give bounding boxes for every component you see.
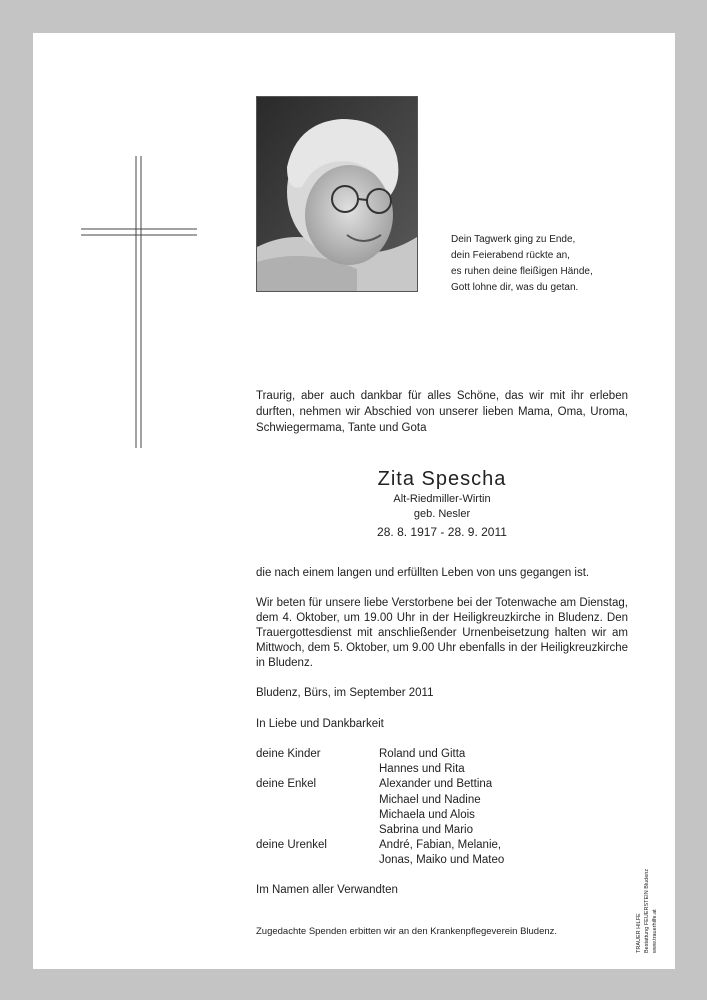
service-text: Wir beten für unsere liebe Verstorbene bei der Totenwache am Dienstag, dem 4. Oktober, um 19.00 Uhr in der Heiligkreuzkirche in Bludenz. Den Trauergottesdienst mit anschließender Urnenbeisetzung halten wir am Mittwoch, dem 5. Oktober, um 9.00 Uhr ebenfalls in der Heiligkreuzkirche in Bludenz. (256, 597, 628, 669)
deceased-dates: 28. 8. 1917 - 28. 9. 2011 (377, 525, 507, 539)
family-relation: deine Urenkel (256, 839, 327, 852)
family-name: Alexander und Bettina (379, 778, 493, 791)
poem-line: Dein Tagwerk ging zu Ende, (451, 234, 576, 245)
poem-line: Gott lohne dir, was du getan. (451, 282, 579, 293)
deceased-name: Zita Spescha (377, 468, 507, 490)
deceased-born-name: geb. Nesler (413, 508, 471, 520)
deceased-title: Alt-Riedmiller-Wirtin (393, 493, 491, 505)
family-row (256, 747, 628, 777)
family-relation: deine Enkel (256, 778, 317, 791)
passed-text: die nach einem langen und erfüllten Leben von uns gegangen ist. (256, 567, 590, 579)
deceased-block (256, 466, 628, 541)
poem-line: dein Feierabend rückte an, (451, 250, 570, 261)
poem (451, 232, 593, 296)
family-row (256, 777, 628, 838)
family-name: Hannes und Rita (379, 763, 465, 776)
donations-text: Zugedachte Spenden erbitten wir an den Krankenpflegeverein Bludenz. (256, 926, 558, 937)
family-name: Michaela und Alois (379, 808, 475, 821)
logo-line-3: www.trauerhilfe.at (652, 909, 658, 953)
portrait-photo (256, 96, 418, 292)
logo-line-1: TRAUER HILFE (636, 913, 642, 953)
family-name: Jonas, Maiko und Mateo (379, 854, 505, 867)
relatives-text: Im Namen aller Verwandten (256, 884, 398, 896)
obituary-page (33, 33, 675, 969)
family-name: André, Fabian, Melanie, (379, 839, 502, 852)
family-list (256, 747, 628, 869)
family-name: Sabrina und Mario (379, 824, 473, 837)
poem-line: es ruhen deine fleißigen Hände, (451, 266, 593, 277)
place-date: Bludenz, Bürs, im September 2011 (256, 687, 434, 699)
family-relation: deine Kinder (256, 748, 321, 760)
logo-line-2: Bestattung FEUERSTEIN Bludenz (644, 868, 650, 953)
family-name: Roland und Gitta (379, 748, 466, 760)
love-text: In Liebe und Dankbarkeit (256, 718, 384, 730)
family-row (256, 838, 628, 868)
undertaker-logo (635, 853, 665, 953)
intro-text: Traurig, aber auch dankbar für alles Schöne, das wir mit ihr erleben durften, nehmen wir Abschied von unserer lieben Mama, Oma, Uroma, Schwiegermama, Tante und Gota (256, 390, 628, 434)
family-name: Michael und Nadine (379, 793, 481, 806)
cross-icon (80, 154, 198, 450)
